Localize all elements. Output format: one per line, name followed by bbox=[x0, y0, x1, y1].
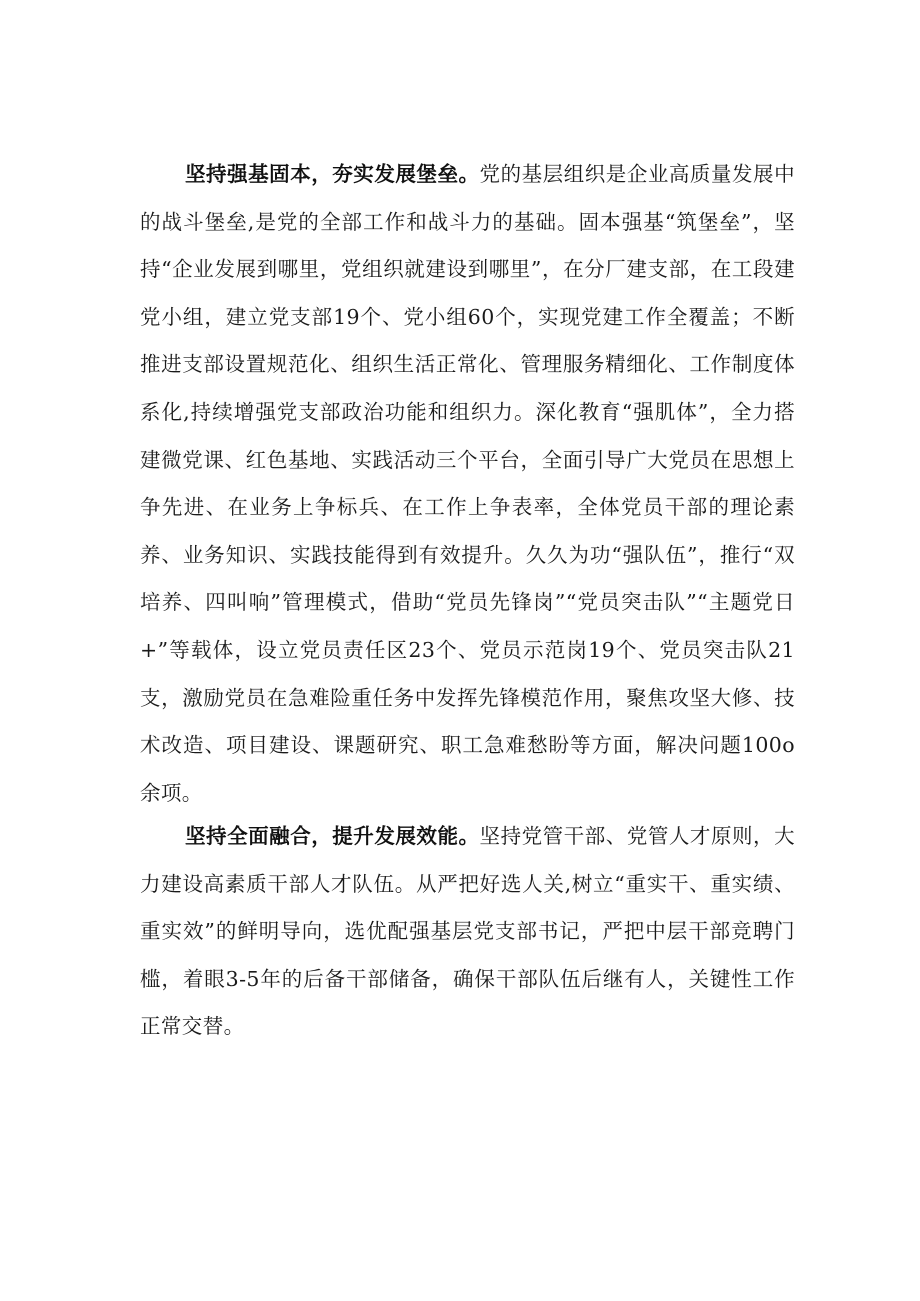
paragraph-comprehensive-integration bbox=[140, 813, 795, 1051]
paragraph-body-text: 党的基层组织是企业高质量发展中的战斗堡垒,是党的全部工作和战斗力的基础。固本强基“筑堡垒”，坚持“企业发展到哪里，党组织就建设到哪里”，在分厂建支部，在工段建党小组，建立党支部19个、党小组60个，实现党建工作全覆盖；不断推进支部设置规范化、组织生活正常化、管理服务精细化、工作制度体系化,持续增强党支部政治功能和组织力。深化教育“强肌体”，全力搭建微党课、红色基地、实践活动三个平台，全面引导广大党员在思想上争先进、在业务上争标兵、在工作上争表率，全体党员干部的理论素养、业务知识、实践技能得到有效提升。久久为功“强队伍”，推行“双培养、四叫响”管理模式，借助“党员先锋岗”“党员突击队”“主题党日+”等载体，设立党员责任区23个、党员示范岗19个、党员突击队21支，激励党员在急难险重任务中发挥先锋模范作用，聚焦攻坚大修、技术改造、项目建设、课题研究、职工急难愁盼等方面，解决问题100o余项。 bbox=[140, 162, 795, 805]
paragraph-body-text: 坚持党管干部、党管人才原则，大力建设高素质干部人才队伍。从严把好选人关,树立“重实干、重实绩、重实效”的鲜明导向，选优配强基层党支部书记，严把中层干部竞聘门槛，着眼3-5年的后备干部储备，确保干部队伍后继有人，关键性工作正常交替。 bbox=[140, 824, 795, 1039]
paragraph-lead-heading: 坚持强基固本，夯实发展堡垒。 bbox=[185, 162, 480, 186]
paragraph-lead-heading: 坚持全面融合，提升发展效能。 bbox=[185, 824, 480, 848]
paragraph-strengthen-foundation bbox=[140, 151, 795, 817]
